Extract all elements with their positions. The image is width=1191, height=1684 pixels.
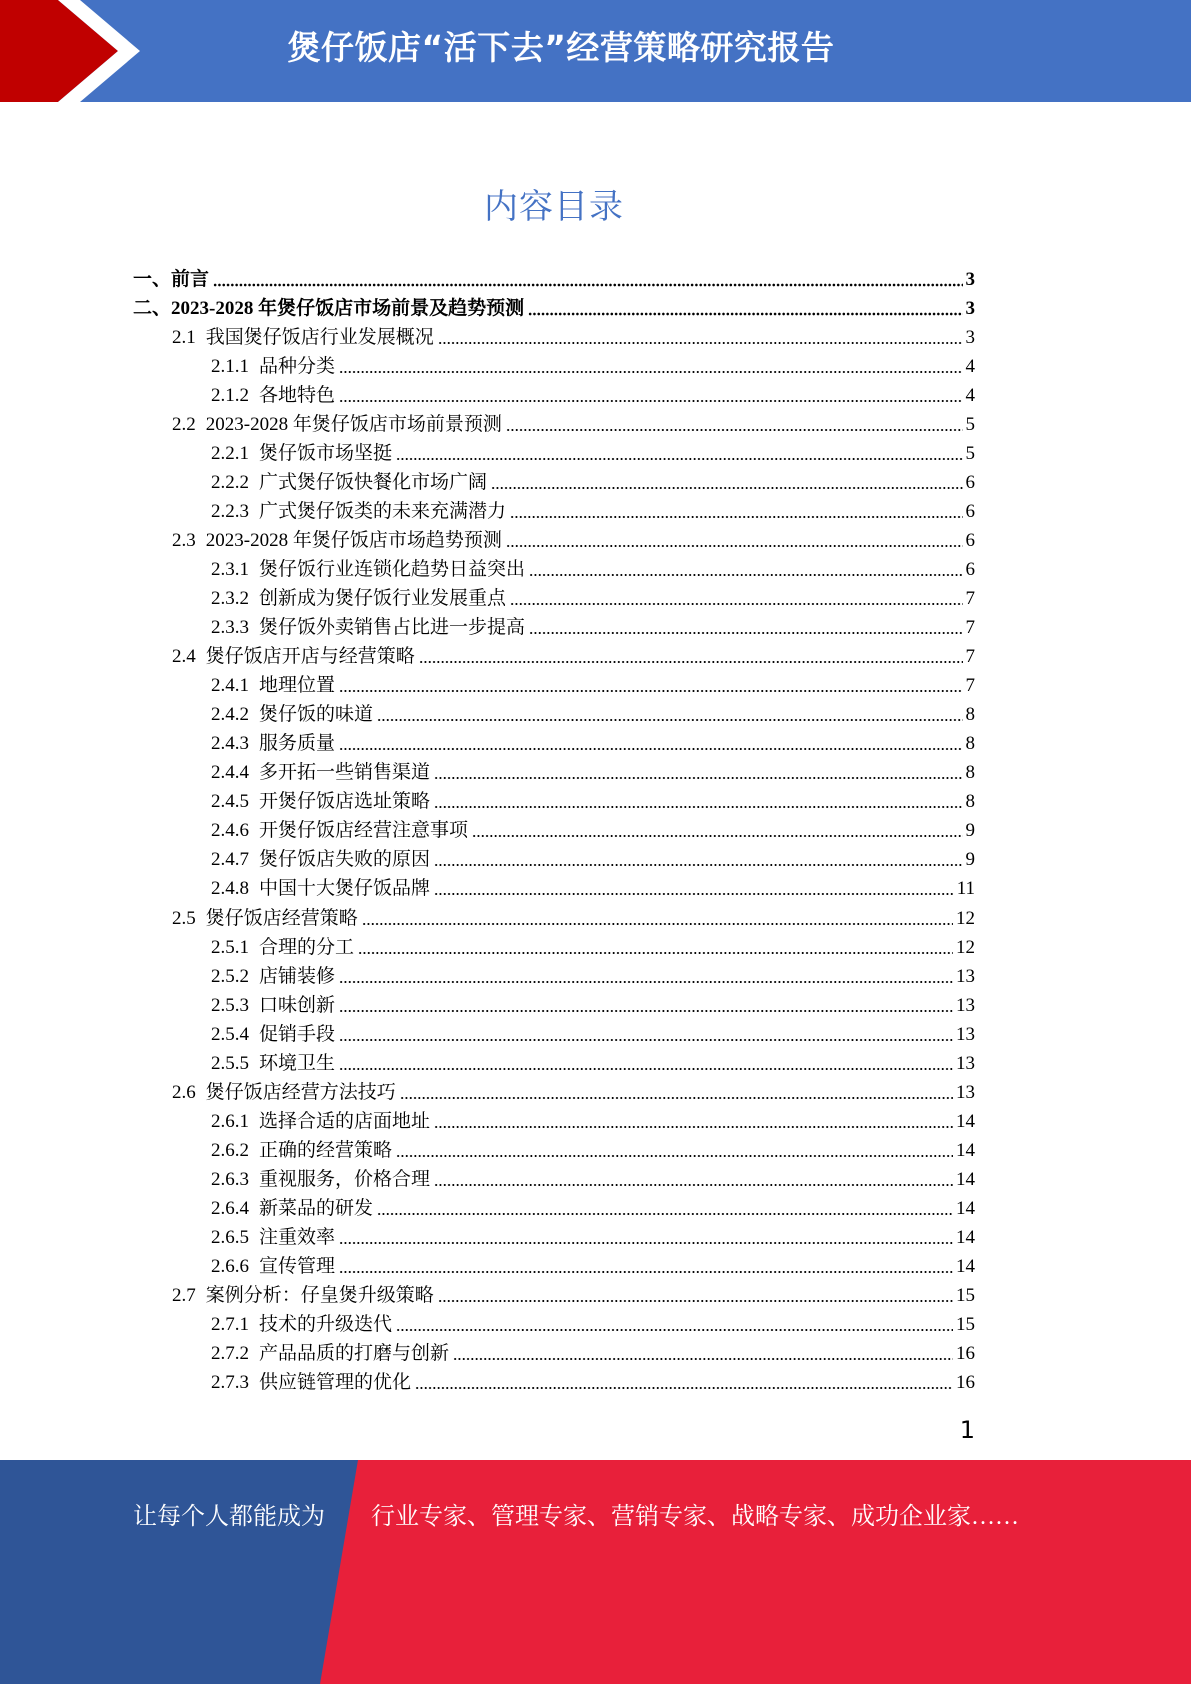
toc-entry-page: 12	[956, 936, 975, 958]
toc-entry-title: 产品品质的打磨与创新	[259, 1343, 450, 1365]
toc-entry-title: 技术的升级迭代	[259, 1314, 393, 1336]
toc-entry-page: 6	[965, 558, 975, 580]
toc-entry[interactable]	[133, 1339, 975, 1368]
toc-entry[interactable]	[133, 381, 975, 410]
toc-entry-page: 4	[965, 355, 975, 377]
toc-entry-number: 2.7.1	[211, 1314, 249, 1336]
toc-entry-number: 2.3	[172, 529, 196, 551]
toc-entry-title: 选择合适的店面地址	[259, 1110, 431, 1132]
dot-leader	[510, 584, 962, 613]
toc-entry-page: 4	[965, 384, 975, 406]
toc-entry-title: 开煲仔饭店选址策略	[259, 791, 431, 813]
toc-entry-number: 2.5.5	[211, 1052, 249, 1074]
dot-leader	[339, 671, 962, 700]
toc-entry-page: 8	[965, 733, 975, 755]
toc-entry-page: 6	[965, 500, 975, 522]
toc-entry[interactable]	[133, 758, 975, 787]
toc-entry-title: 煲仔饭的味道	[259, 704, 374, 726]
toc-entry-title: 煲仔饭外卖销售占比进一步提高	[259, 617, 526, 639]
dot-leader	[377, 1194, 953, 1223]
dot-leader	[415, 1368, 953, 1397]
toc-entry-title: 口味创新	[259, 994, 336, 1016]
toc-entry[interactable]	[133, 729, 975, 758]
dot-leader	[339, 962, 953, 991]
toc-entry[interactable]	[133, 468, 975, 497]
toc-entry[interactable]	[133, 1136, 975, 1165]
toc-entry-number: 2.5.2	[211, 965, 249, 987]
toc-entry[interactable]	[133, 642, 975, 671]
dot-leader	[434, 787, 962, 816]
toc-entry[interactable]	[133, 816, 975, 845]
toc-entry-title: 我国煲仔饭店行业发展概况	[205, 326, 434, 348]
dot-leader	[339, 381, 962, 410]
dot-leader	[396, 439, 962, 468]
toc-entry[interactable]	[133, 1165, 975, 1194]
toc-entry[interactable]	[133, 904, 975, 933]
toc-entry-number: 2.7	[172, 1285, 196, 1307]
toc-entry[interactable]	[133, 439, 975, 468]
toc-entry[interactable]	[133, 700, 975, 729]
toc-entry-page: 3	[965, 297, 975, 319]
toc-entry-title: 2023-2028 年煲仔饭店市场趋势预测	[205, 529, 502, 551]
toc-entry-title: 合理的分工	[259, 936, 355, 958]
toc-entry-number: 2.1.2	[211, 384, 249, 406]
toc-entry-title: 环境卫生	[259, 1052, 336, 1074]
toc-entry-page: 3	[965, 268, 975, 290]
dot-leader	[529, 613, 962, 642]
header-banner	[0, 0, 1191, 102]
footer-decoration	[0, 1460, 1191, 1684]
toc-entry-page: 7	[965, 588, 975, 610]
dot-leader	[434, 845, 962, 874]
dot-leader	[339, 1020, 953, 1049]
toc-entry-page: 9	[965, 849, 975, 871]
toc-entry-title: 店铺装修	[259, 965, 336, 987]
toc-entry-title: 2023-2028 年煲仔饭店市场前景预测	[205, 413, 502, 435]
toc-entry-number: 2.5.3	[211, 994, 249, 1016]
toc-entry-number: 2.4.8	[211, 878, 249, 900]
dot-leader	[438, 323, 963, 352]
dot-leader	[453, 1339, 953, 1368]
toc-entry-page: 13	[956, 1081, 975, 1103]
toc-entry-title: 正确的经营策略	[259, 1139, 393, 1161]
dot-leader	[400, 1078, 953, 1107]
dot-leader	[506, 410, 963, 439]
toc-entry[interactable]	[133, 526, 975, 555]
toc-entry[interactable]	[133, 1020, 975, 1049]
toc-entry-page: 16	[956, 1343, 975, 1365]
toc-entry[interactable]	[133, 845, 975, 874]
toc-entry-number: 2.4.4	[211, 762, 249, 784]
toc-entry-number: 2.4	[172, 646, 196, 668]
dot-leader	[339, 1252, 953, 1281]
toc-entry-number: 2.6.3	[211, 1168, 249, 1190]
toc-entry-title: 广式煲仔饭类的未来充满潜力	[259, 500, 507, 522]
toc-entry-page: 14	[956, 1227, 975, 1249]
toc-entry[interactable]	[133, 1368, 975, 1397]
toc-entry[interactable]	[133, 613, 975, 642]
toc-entry[interactable]	[133, 410, 975, 439]
toc-entry-page: 7	[965, 675, 975, 697]
toc-entry-title: 各地特色	[259, 384, 336, 406]
dot-leader	[438, 1281, 953, 1310]
toc-entry-page: 14	[956, 1110, 975, 1132]
toc-entry-number: 2.4.7	[211, 849, 249, 871]
toc-entry-page: 7	[965, 617, 975, 639]
toc-entry[interactable]	[133, 991, 975, 1020]
toc-entry-title: 广式煲仔饭快餐化市场广阔	[259, 471, 488, 493]
toc-entry[interactable]	[133, 1107, 975, 1136]
toc-entry[interactable]	[133, 787, 975, 816]
dot-leader	[339, 352, 962, 381]
toc-entry-number: 2.3.2	[211, 588, 249, 610]
toc-entry[interactable]	[133, 874, 975, 903]
toc-entry-number: 2.6.2	[211, 1139, 249, 1161]
toc-entry-number: 2.7.3	[211, 1372, 249, 1394]
toc-entry-title: 服务质量	[259, 733, 336, 755]
toc-entry[interactable]	[133, 933, 975, 962]
toc-entry-title: 煲仔饭店失败的原因	[259, 849, 431, 871]
toc-entry-number: 2.4.2	[211, 704, 249, 726]
dot-leader	[339, 991, 953, 1020]
toc-entry-number: 2.5.4	[211, 1023, 249, 1045]
toc-entry-page: 6	[965, 471, 975, 493]
toc-entry-page: 16	[956, 1372, 975, 1394]
dot-leader	[506, 526, 963, 555]
toc-entry-number: 2.4.6	[211, 820, 249, 842]
toc-entry-number: 2.6.6	[211, 1256, 249, 1278]
toc-entry[interactable]	[133, 1223, 975, 1252]
toc-entry-number: 2.4.1	[211, 675, 249, 697]
toc-entry-page: 13	[956, 1023, 975, 1045]
toc-entry-number: 2.6	[172, 1081, 196, 1103]
toc-entry-title: 注重效率	[259, 1227, 336, 1249]
toc-entry-page: 8	[965, 762, 975, 784]
toc-entry[interactable]	[133, 1310, 975, 1339]
toc-entry-number: 2.6.5	[211, 1227, 249, 1249]
dot-leader	[213, 265, 962, 294]
toc-entry-number: 2.7.2	[211, 1343, 249, 1365]
toc-entry-number: 2.1.1	[211, 355, 249, 377]
toc-entry-page: 13	[956, 965, 975, 987]
toc-entry-number: 2.2.2	[211, 471, 249, 493]
toc-title: 内容目录	[484, 187, 624, 227]
toc-entry-title: 创新成为煲仔饭行业发展重点	[259, 588, 507, 610]
toc-entry-number: 2.4.3	[211, 733, 249, 755]
report-title: 煲仔饭店“活下去”经营策略研究报告	[287, 28, 835, 67]
toc-entry-number: 2.2.1	[211, 442, 249, 464]
toc-entry-page: 7	[965, 646, 975, 668]
table-of-contents	[133, 265, 975, 1398]
dot-leader	[528, 294, 962, 323]
toc-entry-number: 2.3.3	[211, 617, 249, 639]
toc-entry-title: 2023-2028 年煲仔饭店市场前景及趋势预测	[171, 297, 525, 319]
dot-leader	[529, 555, 962, 584]
footer-slogan-left: 让每个人都能成为	[133, 1504, 325, 1530]
toc-entry-page: 13	[956, 994, 975, 1016]
toc-entry[interactable]	[133, 962, 975, 991]
dot-leader	[396, 1310, 953, 1339]
toc-entry[interactable]	[133, 1252, 975, 1281]
toc-entry-title: 促销手段	[259, 1023, 336, 1045]
toc-entry-number: 2.3.1	[211, 558, 249, 580]
toc-entry-page: 6	[965, 529, 975, 551]
toc-entry-page: 14	[956, 1256, 975, 1278]
dot-leader	[434, 1107, 953, 1136]
toc-entry-page: 11	[956, 878, 975, 900]
toc-entry-page: 5	[965, 413, 975, 435]
toc-entry-title: 煲仔饭市场坚挺	[259, 442, 393, 464]
toc-entry-number: 2.2	[172, 413, 196, 435]
dot-leader	[362, 904, 953, 933]
toc-entry-page: 3	[965, 326, 975, 348]
toc-entry[interactable]	[133, 352, 975, 381]
toc-entry-page: 14	[956, 1198, 975, 1219]
toc-entry-title: 煲仔饭行业连锁化趋势日益突出	[259, 558, 526, 580]
toc-entry-title: 煲仔饭店开店与经营策略	[205, 646, 415, 668]
toc-entry[interactable]	[133, 671, 975, 700]
toc-entry-title: 中国十大煲仔饭品牌	[259, 878, 431, 900]
dot-leader	[419, 642, 963, 671]
dot-leader	[339, 1223, 953, 1252]
toc-entry[interactable]	[133, 584, 975, 613]
toc-entry-page: 15	[956, 1314, 975, 1336]
toc-entry-title: 地理位置	[259, 675, 336, 697]
toc-entry-title: 开煲仔饭店经营注意事项	[259, 820, 469, 842]
dot-leader	[472, 816, 962, 845]
toc-entry[interactable]	[133, 1078, 975, 1107]
toc-entry[interactable]	[133, 555, 975, 584]
toc-entry-page: 8	[965, 791, 975, 813]
toc-entry-page: 14	[956, 1139, 975, 1161]
toc-entry-number: 2.4.5	[211, 791, 249, 813]
footer-blue-panel	[0, 1460, 358, 1684]
toc-entry-title: 重视服务，价格合理	[259, 1168, 431, 1190]
toc-entry-title: 煲仔饭店经营方法技巧	[205, 1081, 396, 1103]
footer-slogan-right: 行业专家、管理专家、营销专家、战略专家、成功企业家……	[371, 1504, 1019, 1530]
dot-leader	[358, 933, 953, 962]
toc-entry-number: 2.6.4	[211, 1198, 249, 1219]
toc-entry[interactable]	[133, 1194, 975, 1223]
toc-entry-number: 2.5.1	[211, 936, 249, 958]
toc-entry-title: 供应链管理的优化	[259, 1372, 412, 1394]
toc-entry-page: 8	[965, 704, 975, 726]
toc-entry-title: 品种分类	[259, 355, 336, 377]
dot-leader	[434, 758, 962, 787]
dot-leader	[396, 1136, 953, 1165]
toc-entry[interactable]	[133, 1281, 975, 1310]
toc-entry-number: 2.5	[172, 907, 196, 929]
toc-entry-page: 14	[956, 1168, 975, 1190]
toc-entry[interactable]	[133, 497, 975, 526]
toc-entry-title: 宣传管理	[259, 1256, 336, 1278]
dot-leader	[434, 874, 954, 903]
dot-leader	[339, 729, 962, 758]
toc-entry-number: 2.1	[172, 326, 196, 348]
toc-entry-page: 12	[956, 907, 975, 929]
dot-leader	[491, 468, 962, 497]
toc-entry-number: 一、	[133, 268, 172, 290]
toc-entry[interactable]	[133, 1049, 975, 1078]
toc-entry-page: 5	[965, 442, 975, 464]
toc-entry-number: 二、	[133, 297, 172, 319]
toc-entry-number: 2.2.3	[211, 500, 249, 522]
page-number: 1	[959, 1416, 975, 1444]
dot-leader	[434, 1165, 953, 1194]
toc-entry[interactable]	[133, 323, 975, 352]
toc-entry-title: 多开拓一些销售渠道	[259, 762, 431, 784]
toc-entry[interactable]	[133, 265, 975, 294]
toc-entry-page: 13	[956, 1052, 975, 1074]
toc-entry-page: 9	[965, 820, 975, 842]
toc-entry-title: 案例分析：仔皇煲升级策略	[205, 1285, 434, 1307]
dot-leader	[339, 1049, 953, 1078]
toc-entry-title: 前言	[171, 268, 210, 290]
footer-banner	[0, 1460, 1191, 1684]
toc-entry[interactable]	[133, 294, 975, 323]
toc-entry-title: 煲仔饭店经营策略	[205, 907, 358, 929]
dot-leader	[510, 497, 962, 526]
toc-entry-number: 2.6.1	[211, 1110, 249, 1132]
toc-entry-page: 15	[956, 1285, 975, 1307]
dot-leader	[377, 700, 962, 729]
toc-entry-title: 新菜品的研发	[259, 1198, 374, 1219]
